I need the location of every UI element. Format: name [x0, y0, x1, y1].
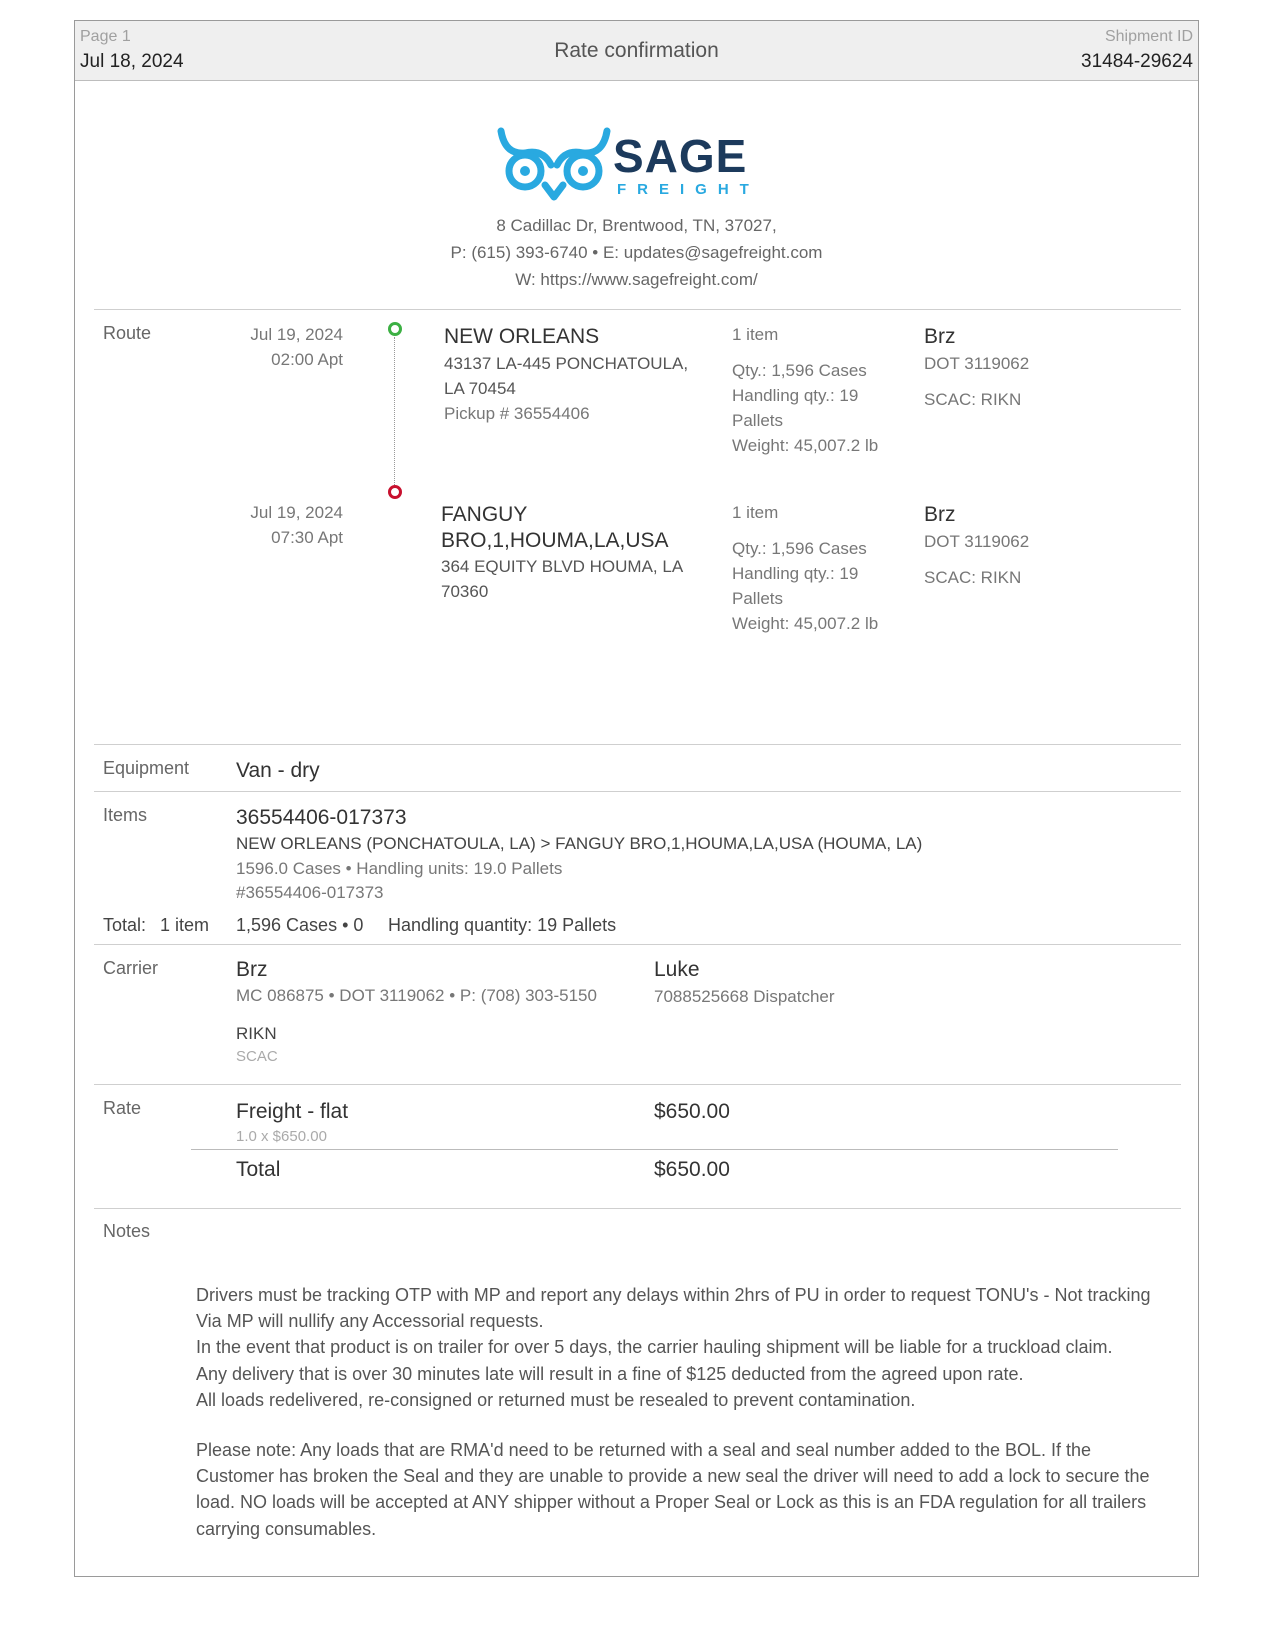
stop-handling: Handling qty.: 19	[732, 386, 859, 405]
stop-name-line2: BRO,1,HOUMA,LA,USA	[441, 529, 669, 552]
notes-label: Notes	[103, 1221, 151, 1241]
equipment-label: Equipment	[103, 758, 190, 778]
item-id: 36554406-017373	[236, 806, 407, 829]
note-line: Any delivery that is over 30 minutes late will result in a fine of $125 deducted from the agreed upon rate.	[196, 1363, 1024, 1384]
stop-carrier-dot: DOT 3119062	[924, 532, 1030, 551]
divider	[94, 744, 1181, 745]
stop-weight: Weight: 45,007.2 lb	[732, 436, 879, 455]
stop-qty: Qty.: 1,596 Cases	[732, 361, 867, 380]
stop-time: 02:00 Apt	[271, 350, 343, 369]
company-address: 8 Cadillac Dr, Brentwood, TN, 37027,	[496, 216, 777, 235]
stop-carrier-name: Brz	[924, 503, 956, 526]
carrier-contact-name: Luke	[654, 958, 700, 981]
stop-address-line2: 70360	[441, 582, 489, 601]
carrier-contact-details: 7088525668 Dispatcher	[654, 987, 835, 1006]
document-title: Rate confirmation	[554, 39, 719, 62]
rate-label: Rate	[103, 1098, 142, 1118]
document-date: Jul 18, 2024	[80, 51, 184, 72]
stop-carrier-dot: DOT 3119062	[924, 354, 1030, 373]
stop-reference: Pickup # 36554406	[444, 404, 590, 423]
rate-total-amount: $650.00	[654, 1158, 730, 1181]
company-contact: P: (615) 393-6740 • E: updates@sagefreight.com	[450, 243, 823, 262]
stop-time: 07:30 Apt	[271, 528, 343, 547]
stop-item-count: 1 item	[732, 325, 779, 344]
carrier-scac-value: RIKN	[236, 1024, 277, 1043]
divider	[94, 1208, 1181, 1209]
stop-name-line1: FANGUY	[441, 503, 528, 526]
note-line: In the event that product is on trailer for over 5 days, the carrier hauling shipment will be liable for a truckload claim.	[196, 1337, 1113, 1358]
item-details: 1596.0 Cases • Handling units: 19.0 Pallets	[236, 859, 563, 878]
divider	[94, 1084, 1181, 1085]
carrier-scac-label: SCAC	[236, 1048, 278, 1065]
delivery-marker-icon	[388, 485, 402, 499]
page-label: Page 1	[80, 28, 131, 45]
shipment-id: 31484-29624	[1081, 51, 1193, 72]
stop-carrier-scac: SCAC: RIKN	[924, 390, 1022, 409]
stop-date: Jul 19, 2024	[250, 503, 343, 522]
stop-date: Jul 19, 2024	[250, 325, 343, 344]
stop-carrier-name: Brz	[924, 325, 956, 348]
note-line: Drivers must be tracking OTP with MP and report any delays within 2hrs of PU in order to request TONU's - Not tracking Via MP will nullify any Accessorial requests.	[196, 1285, 1151, 1332]
rate-line-amount: $650.00	[654, 1100, 730, 1123]
stop-item-count: 1 item	[732, 503, 779, 522]
note-line: All loads redelivered, re-consigned or returned must be resealed to prevent contamination.	[196, 1389, 916, 1410]
item-route: NEW ORLEANS (PONCHATOULA, LA) > FANGUY BRO,1,HOUMA,LA,USA (HOUMA, LA)	[236, 834, 923, 853]
logo-subtitle: FREIGHT	[617, 181, 760, 198]
items-total-count: 1 item	[160, 915, 210, 935]
items-total-handling: Handling quantity: 19 Pallets	[388, 915, 617, 935]
rate-divider	[191, 1149, 1118, 1150]
company-logo	[495, 125, 775, 207]
rate-total-label: Total	[236, 1158, 281, 1181]
stop-carrier-scac: SCAC: RIKN	[924, 568, 1022, 587]
company-website: W: https://www.sagefreight.com/	[515, 270, 758, 289]
carrier-name: Brz	[236, 958, 268, 981]
pickup-marker-icon	[388, 322, 402, 336]
shipment-id-label: Shipment ID	[1104, 28, 1193, 45]
rate-line-calc: 1.0 x $650.00	[236, 1128, 327, 1145]
route-label: Route	[103, 323, 152, 343]
stop-name: NEW ORLEANS	[444, 325, 600, 348]
divider	[94, 944, 1181, 945]
items-total-cases: 1,596 Cases • 0	[236, 915, 364, 935]
divider	[94, 791, 1181, 792]
equipment-value: Van - dry	[236, 759, 320, 782]
items-total-label: Total:	[103, 915, 147, 935]
stop-qty: Qty.: 1,596 Cases	[732, 539, 867, 558]
note-paragraph: Please note: Any loads that are RMA'd need to be returned with a seal and seal number added to the BOL. If the Customer has broken the Seal and they are unable to provide a new seal the driver will need to add a lock to secure the load. NO loads will be accepted at ANY shipper without a Proper Seal or Lock as this is an FDA regulation for all trailers carrying consumables.	[196, 1440, 1150, 1539]
items-label: Items	[103, 805, 148, 825]
stop-address-line1: 43137 LA-445 PONCHATOULA,	[444, 354, 689, 373]
item-reference: #36554406-017373	[236, 883, 384, 902]
rate-line-name: Freight - flat	[236, 1100, 349, 1123]
stop-address-line2: LA 70454	[444, 379, 516, 398]
stop-handling-unit: Pallets	[732, 411, 784, 430]
route-connector	[394, 337, 395, 485]
logo-wordmark: SAGE	[613, 130, 748, 182]
carrier-label: Carrier	[103, 958, 159, 978]
notes-body	[196, 1282, 1156, 1542]
header-bar	[75, 21, 1198, 81]
carrier-details: MC 086875 • DOT 3119062 • P: (708) 303-5150	[236, 986, 597, 1005]
stop-weight: Weight: 45,007.2 lb	[732, 614, 879, 633]
stop-address-line1: 364 EQUITY BLVD HOUMA, LA	[441, 557, 684, 576]
owl-icon	[495, 125, 613, 207]
divider	[94, 309, 1181, 310]
stop-handling: Handling qty.: 19	[732, 564, 859, 583]
stop-handling-unit: Pallets	[732, 589, 784, 608]
